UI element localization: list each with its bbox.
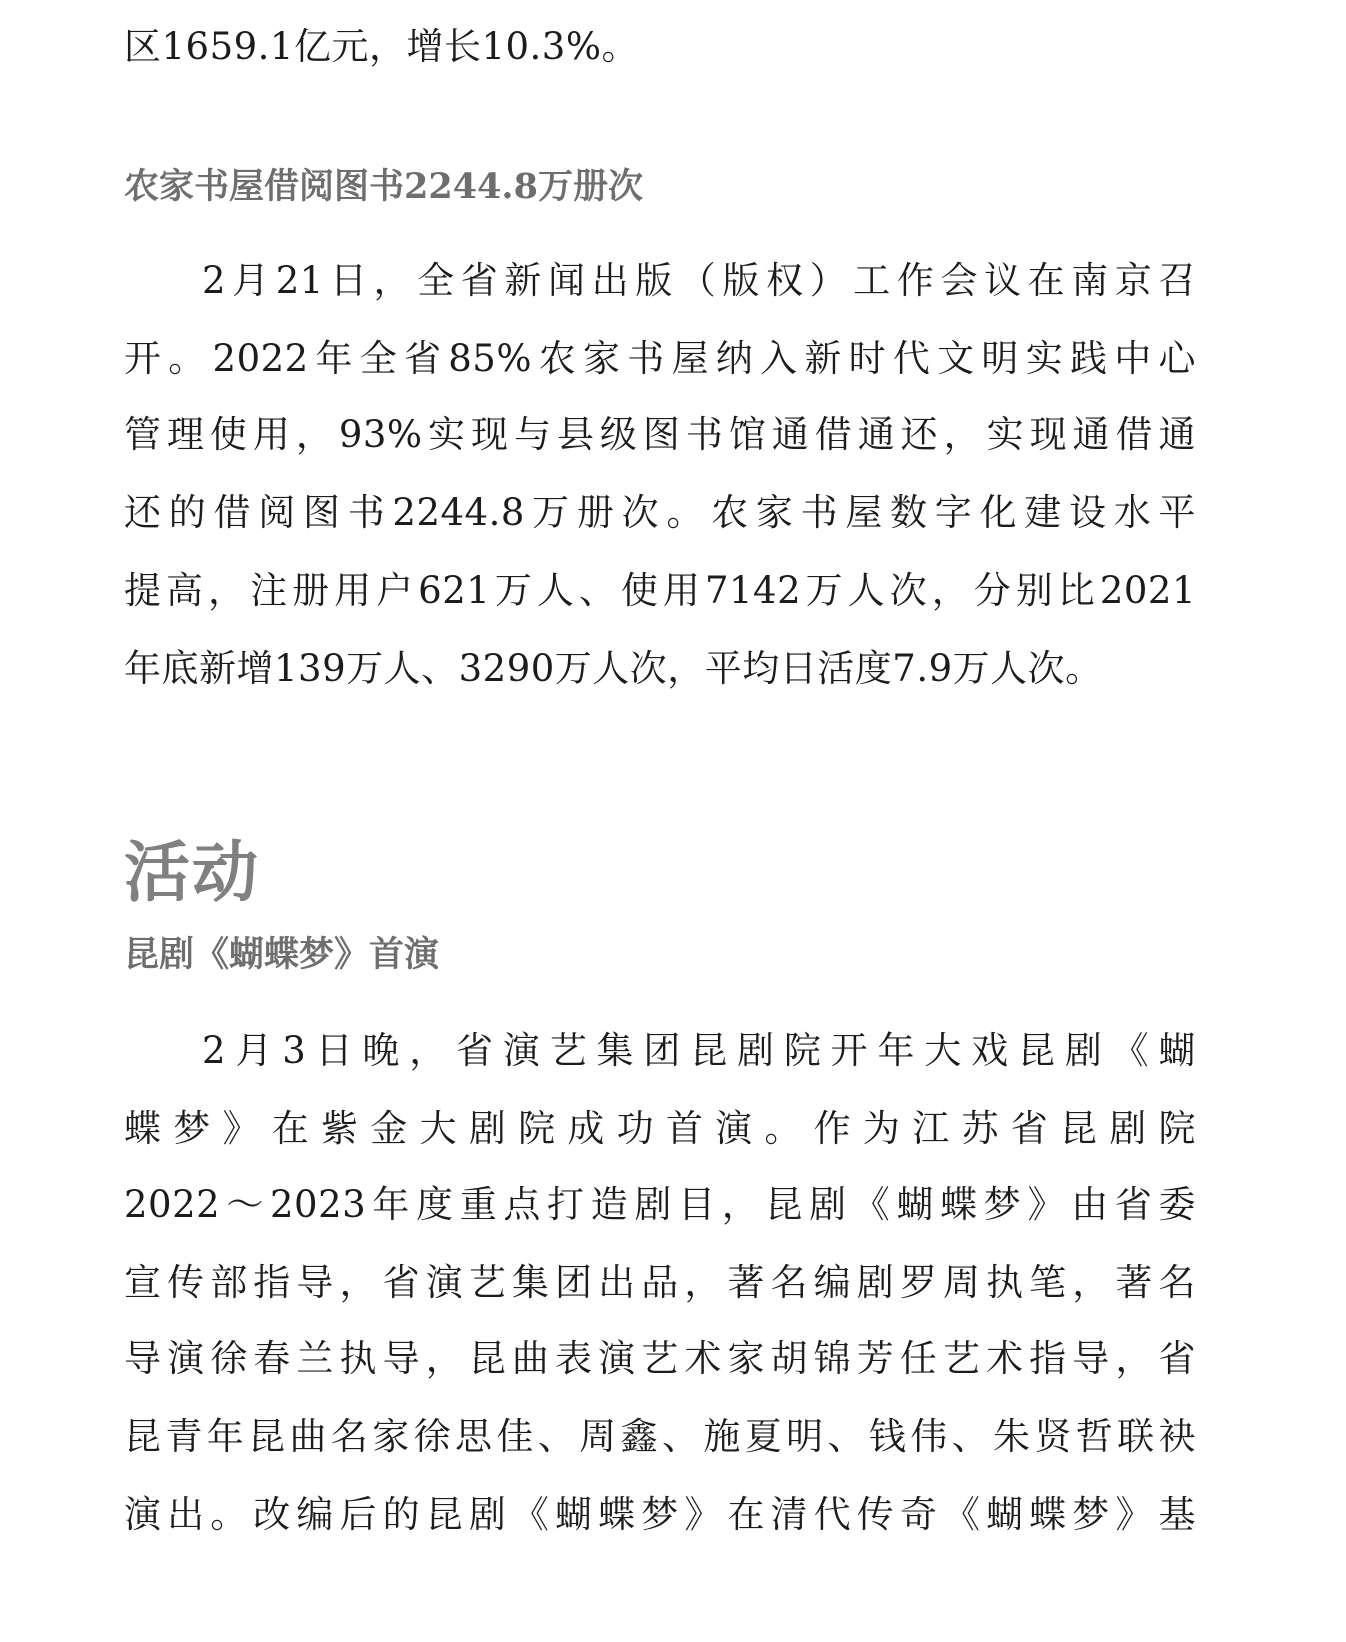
reading-paragraph-line: 管理使用，93%实现与县级图书馆通借通还，实现通借通 <box>124 413 1196 456</box>
reading-subheading: 农家书屋借阅图书2244.8万册次 <box>124 166 643 207</box>
section-heading-activity: 活动 <box>124 834 260 911</box>
activity-paragraph-line: 导演徐春兰执导，昆曲表演艺术家胡锦芳任艺术指导，省 <box>124 1337 1196 1380</box>
activity-paragraph-line: 蝶梦》在紫金大剧院成功首演。作为江苏省昆剧院 <box>124 1107 1196 1150</box>
activity-paragraph-line: 2月3日晚，省演艺集团昆剧院开年大戏昆剧《蝴 <box>202 1029 1196 1072</box>
reading-paragraph-line: 年底新增139万人、3290万人次，平均日活度7.9万人次。 <box>124 647 1103 690</box>
activity-paragraph-line: 演出。改编后的昆剧《蝴蝶梦》在清代传奇《蝴蝶梦》基 <box>124 1493 1196 1536</box>
activity-paragraph-line: 2022～2023年度重点打造剧目，昆剧《蝴蝶梦》由省委 <box>124 1183 1196 1226</box>
continuation-line: 区1659.1亿元，增长10.3%。 <box>124 25 640 68</box>
activity-paragraph-line: 宣传部指导，省演艺集团出品，著名编剧罗周执笔，著名 <box>124 1261 1196 1304</box>
reading-paragraph-line: 开。2022年全省85%农家书屋纳入新时代文明实践中心 <box>124 337 1196 380</box>
reading-paragraph-line: 2月21日，全省新闻出版（版权）工作会议在南京召 <box>202 259 1196 302</box>
reading-paragraph-line: 还的借阅图书2244.8万册次。农家书屋数字化建设水平 <box>124 491 1196 534</box>
reading-paragraph-line: 提高，注册用户621万人、使用7142万人次，分别比2021 <box>124 569 1196 612</box>
activity-subheading: 昆剧《蝴蝶梦》首演 <box>124 934 440 975</box>
activity-paragraph-line: 昆青年昆曲名家徐思佳、周鑫、施夏明、钱伟、朱贤哲联袂 <box>124 1415 1196 1458</box>
